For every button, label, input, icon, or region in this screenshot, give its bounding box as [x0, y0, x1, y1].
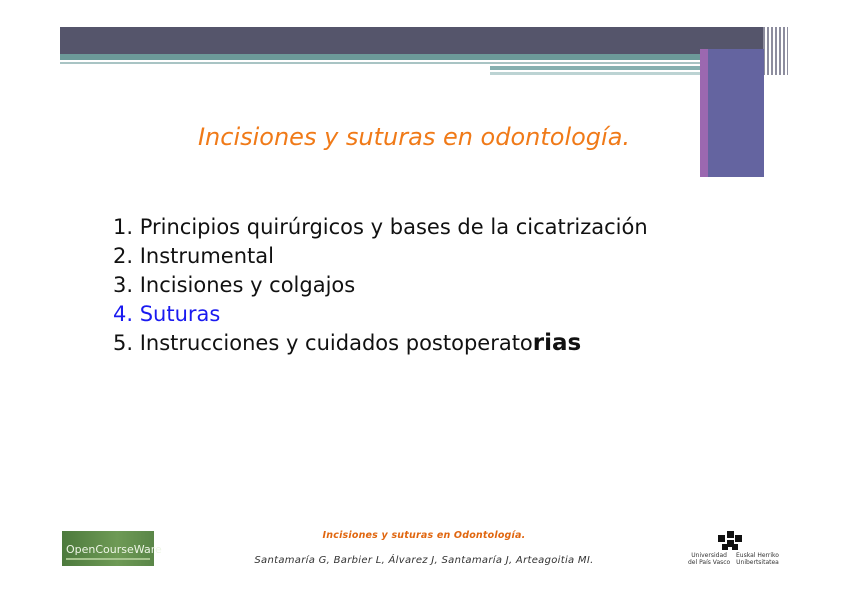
slide-title: Incisiones y suturas en odontología. — [197, 123, 631, 151]
university-logo-icon — [718, 531, 742, 551]
header-line — [490, 66, 700, 70]
agenda-item: 3. Incisiones y colgajos — [113, 273, 356, 297]
logo-text: OpenCourseWare — [66, 543, 162, 556]
header-line — [490, 72, 700, 75]
university-name-es: Universidad del País Vasco — [688, 552, 731, 566]
agenda-list — [113, 213, 648, 358]
footer-authors: Santamaría G, Barbier L, Álvarez J, Santamaría J, Arteagoitia MI. — [254, 555, 594, 566]
header-line — [60, 62, 700, 64]
header-band — [60, 27, 763, 54]
footer-title: Incisiones y suturas en Odontología. — [322, 530, 526, 541]
decor-purple-strip — [700, 49, 708, 177]
header-teal-band — [60, 54, 700, 60]
agenda-item-text-tail: rias — [532, 330, 582, 356]
university-name-eu: Euskal Herriko Unibertsitatea — [736, 552, 779, 566]
agenda-item: 1. Principios quirúrgicos y bases de la cicatrización — [113, 215, 648, 239]
header-stripes — [763, 27, 788, 75]
agenda-item-active: 4. Suturas — [113, 302, 221, 326]
agenda-item-text: 5. Instrucciones y cuidados postoperato — [113, 331, 533, 355]
agenda-item — [113, 329, 648, 358]
decor-purple-block — [700, 49, 764, 177]
agenda-item: 2. Instrumental — [113, 244, 274, 268]
